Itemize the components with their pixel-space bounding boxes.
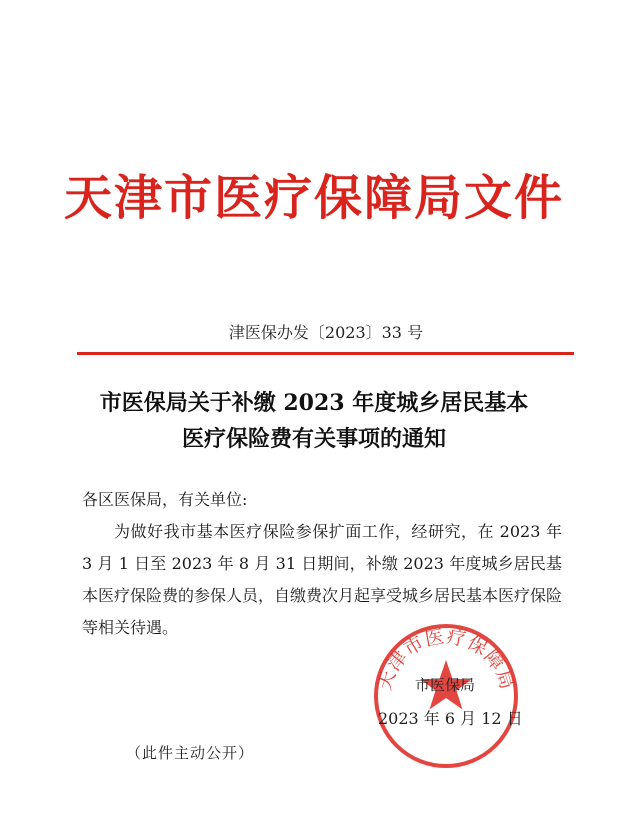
notice-title (0, 385, 628, 457)
notice-title-line-1: 市医保局关于补缴 2023 年度城乡居民基本 (99, 390, 529, 416)
header-title: 天津市医疗保障局文件 (63, 170, 564, 226)
body-paragraph: 为做好我市基本医疗保险参保扩面工作，经研究，在 2023 年 3 月 1 日至 2023 年 8 月 31 日期间，补缴 2023 年度城乡居民基本医疗保险费的参保人员，自缴费次月起享受城乡居民基本医疗保险等相关待遇。 (82, 522, 563, 637)
issuer: 市医保局 (415, 676, 476, 694)
document-number: 津医保办发〔2023〕33 号 (228, 323, 424, 342)
issue-date: 2023 年 6 月 12 日 (378, 709, 523, 728)
disclosure-note: （此件主动公开） (126, 744, 255, 762)
notice-title-line-2: 医疗保险费有关事项的通知 (181, 426, 446, 452)
seal-text: 天津市医疗保障局 (373, 625, 519, 693)
red-divider (77, 352, 574, 355)
official-seal (372, 622, 520, 770)
salutation: 各区医保局，有关单位: (82, 490, 248, 509)
